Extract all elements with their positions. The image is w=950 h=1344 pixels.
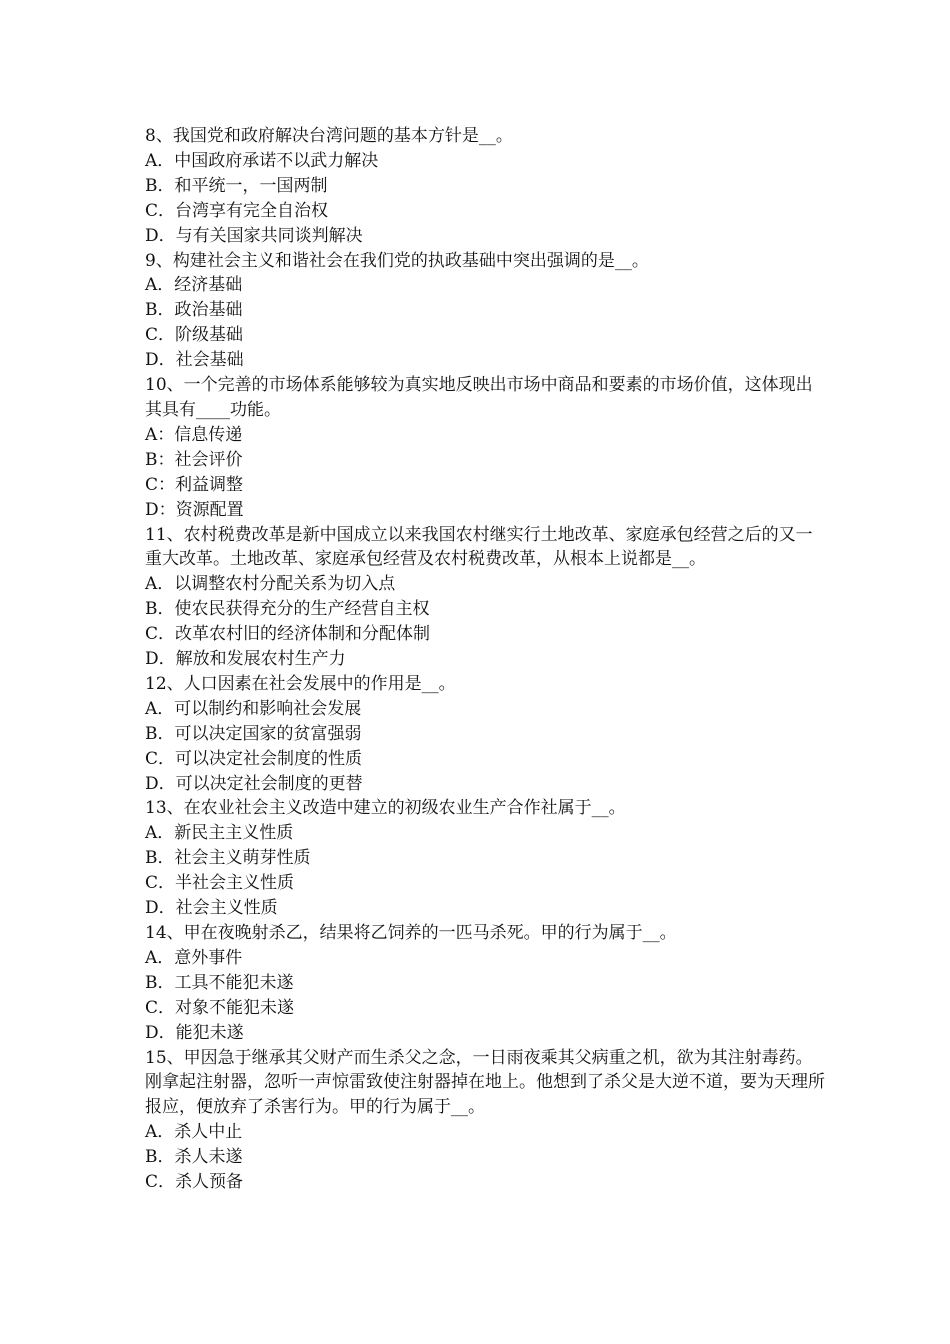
question-12 (145, 672, 825, 797)
answer-option: A．可以制约和影响社会发展 (145, 698, 362, 719)
answer-option: A．意外事件 (145, 947, 243, 968)
question-stem: 14、甲在夜晚射杀乙，结果将乙饲养的一匹马杀死。甲的行为属于__。 (145, 923, 677, 943)
answer-option: B．和平统一，一国两制 (145, 175, 328, 196)
answer-option: D．能犯未遂 (145, 1022, 244, 1043)
answer-option: A：信息传递 (145, 424, 243, 445)
answer-option: A．经济基础 (145, 275, 243, 296)
document-page (145, 124, 825, 1195)
answer-option: C．对象不能犯未遂 (145, 997, 295, 1018)
question-stem: 11、农村税费改革是新中国成立以来我国农村继实行土地改革、家庭承包经营之后的又一重大改革。土地改革、家庭承包经营及农村税费改革，从根本上说都是__。 (145, 524, 813, 570)
answer-option: A．中国政府承诺不以武力解决 (145, 150, 379, 171)
question-15 (145, 1046, 825, 1195)
question-stem: 12、人口因素在社会发展中的作用是__。 (145, 673, 456, 694)
question-stem: 8、我国党和政府解决台湾问题的基本方针是__。 (145, 126, 513, 146)
answer-option: C．半社会主义性质 (145, 873, 295, 894)
question-stem: 9、构建社会主义和谐社会在我们党的执政基础中突出强调的是__。 (145, 250, 649, 271)
answer-option: B．使农民获得充分的生产经营自主权 (145, 599, 430, 620)
answer-option: B．社会主义萌芽性质 (145, 848, 311, 869)
answer-option: C．改革农村旧的经济体制和分配体制 (145, 624, 431, 645)
answer-option: A．杀人中止 (145, 1122, 243, 1143)
answer-option: B．可以决定国家的贫富强弱 (145, 723, 362, 744)
answer-option: A．新民主主义性质 (145, 823, 294, 844)
answer-option: B．工具不能犯未遂 (145, 972, 294, 993)
answer-option: A．以调整农村分配关系为切入点 (145, 574, 396, 595)
answer-option: B．政治基础 (145, 300, 243, 321)
question-10 (145, 373, 825, 522)
answer-option: D．与有关国家共同谈判解决 (145, 225, 363, 246)
question-stem: 15、甲因急于继承其父财产而生杀父之念，一日雨夜乘其父病重之机，欲为其注射毒药。刚拿起注射器，忽听一声惊雷致使注射器掉在地上。他想到了杀父是大逆不道，要为天理所报应，便放弃了杀害行为。甲的行为属于__。 (145, 1047, 825, 1118)
question-stem: 10、一个完善的市场体系能够较为真实地反映出市场中商品和要素的市场价值，这体现出其具有____功能。 (145, 375, 813, 420)
answer-option: C：利益调整 (145, 474, 244, 495)
answer-option: C．台湾享有完全自治权 (145, 200, 329, 221)
answer-option: D．社会基础 (145, 350, 244, 371)
answer-option: B．杀人未遂 (145, 1147, 243, 1168)
question-9 (145, 249, 825, 374)
question-13 (145, 796, 825, 921)
answer-option: D：资源配置 (145, 499, 244, 520)
answer-option: D．解放和发展农村生产力 (145, 649, 346, 670)
question-stem: 13、在农业社会主义改造中建立的初级农业生产合作社属于__。 (145, 798, 626, 819)
answer-option: D．社会主义性质 (145, 898, 278, 919)
question-14 (145, 921, 825, 1046)
answer-option: C．可以决定社会制度的性质 (145, 748, 363, 769)
answer-option: C．阶级基础 (145, 325, 244, 346)
question-11 (145, 523, 825, 672)
question-8 (145, 124, 825, 249)
answer-option: D．可以决定社会制度的更替 (145, 773, 363, 794)
answer-option: C．杀人预备 (145, 1172, 244, 1193)
answer-option: B：社会评价 (145, 449, 243, 470)
